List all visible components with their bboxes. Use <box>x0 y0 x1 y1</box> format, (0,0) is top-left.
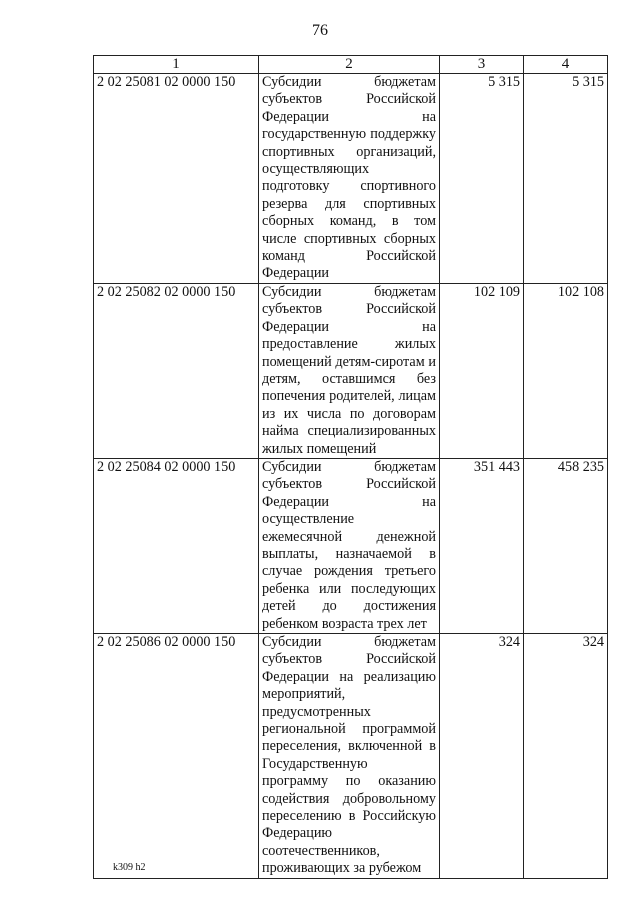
budget-code: 2 02 25082 02 0000 150 <box>94 283 259 458</box>
amount-col4: 324 <box>524 634 608 879</box>
amount-col3: 5 315 <box>440 74 524 284</box>
row-description: Субсидии бюджетам субъектов Российской Федерации на осуществление ежемесячной денежной выплаты, назначаемой в случае рождения третьего ребенка или последующих детей до достижения ребенком возраста трех лет <box>259 458 440 633</box>
budget-code: 2 02 25086 02 0000 150 <box>94 634 259 879</box>
row-description: Субсидии бюджетам субъектов Российской Федерации на государственную поддержку спортивных организаций, осуществляющих подготовку спортивного резерва для спортивных сборных команд, в том числе спортивных сборных команд Российской Федерации <box>259 74 440 284</box>
amount-col4: 5 315 <box>524 74 608 284</box>
amount-col4: 102 108 <box>524 283 608 458</box>
column-header-2: 2 <box>259 56 440 74</box>
table-row <box>94 458 608 633</box>
table-row <box>94 283 608 458</box>
budget-table <box>93 55 608 879</box>
column-header-4: 4 <box>524 56 608 74</box>
table-row <box>94 634 608 879</box>
column-header-3: 3 <box>440 56 524 74</box>
amount-col3: 102 109 <box>440 283 524 458</box>
column-header-1: 1 <box>94 56 259 74</box>
page-number: 76 <box>312 22 328 39</box>
budget-code: 2 02 25084 02 0000 150 <box>94 458 259 633</box>
row-description: Субсидии бюджетам субъектов Российской Федерации на предоставление жилых помещений детям-сиротам и детям, оставшимся без попечения родителей, лицам из их числа по договорам найма специализированных жилых помещений <box>259 283 440 458</box>
footer-document-code: k309 h2 <box>113 862 146 873</box>
amount-col3: 351 443 <box>440 458 524 633</box>
table-header-row <box>94 56 608 74</box>
amount-col3: 324 <box>440 634 524 879</box>
amount-col4: 458 235 <box>524 458 608 633</box>
budget-code: 2 02 25081 02 0000 150 <box>94 74 259 284</box>
table-row <box>94 74 608 284</box>
row-description: Субсидии бюджетам субъектов Российской Федерации на реализацию мероприятий, предусмотренных региональной программой переселения, включенной в Государственную программу по оказанию содействия добровольному переселению в Российскую Федерацию соотечественников, проживающих за рубежом <box>259 634 440 879</box>
